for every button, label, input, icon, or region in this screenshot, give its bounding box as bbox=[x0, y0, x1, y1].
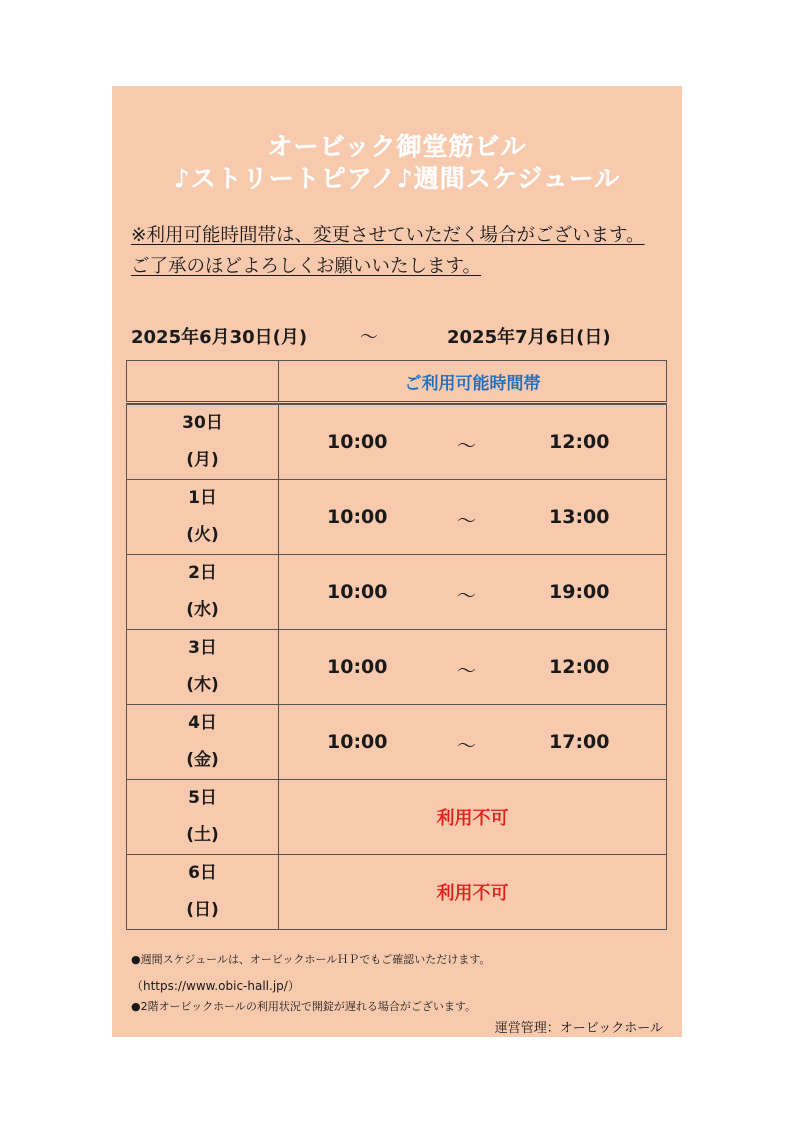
footer-note-url: （https://www.obic-hall.jp/） bbox=[131, 979, 300, 993]
day-cell bbox=[127, 480, 279, 555]
period-end: 2025年7月6日(日) bbox=[447, 327, 611, 348]
footer-management: 運営管理：オービックホール bbox=[494, 1021, 663, 1036]
unavailable-status: 利用不可 bbox=[279, 780, 667, 855]
day-date: 1日 bbox=[188, 488, 217, 508]
table-row bbox=[127, 855, 667, 930]
time-start: 10:00 bbox=[327, 656, 388, 678]
day-weekday: (木) bbox=[186, 675, 219, 695]
day-date: 30日 bbox=[182, 413, 223, 433]
time-separator: ～ bbox=[457, 510, 477, 532]
poster-title-building: オービック御堂筋ビル bbox=[267, 132, 527, 161]
table-header-available-hours: ご利用可能時間帯 bbox=[279, 361, 667, 403]
unavailable-status: 利用不可 bbox=[279, 855, 667, 930]
time-start: 10:00 bbox=[327, 731, 388, 753]
table-row bbox=[127, 630, 667, 705]
day-cell bbox=[127, 780, 279, 855]
day-weekday: (水) bbox=[186, 600, 219, 620]
time-separator: ～ bbox=[457, 585, 477, 607]
period-start: 2025年6月30日(月) bbox=[131, 327, 308, 348]
day-cell bbox=[127, 555, 279, 630]
notice-line-2: ご了承のほどよろしくお願いいたします。 bbox=[131, 256, 482, 277]
time-cell bbox=[279, 480, 667, 555]
time-end: 13:00 bbox=[549, 506, 610, 528]
schedule-table bbox=[126, 360, 667, 930]
day-weekday: (月) bbox=[186, 450, 219, 470]
day-weekday: (火) bbox=[186, 525, 219, 545]
table-row bbox=[127, 555, 667, 630]
day-weekday: (土) bbox=[186, 825, 219, 845]
time-separator: ～ bbox=[457, 735, 477, 757]
table-row bbox=[127, 405, 667, 480]
time-cell bbox=[279, 630, 667, 705]
table-row bbox=[127, 705, 667, 780]
table-row bbox=[127, 480, 667, 555]
footer-note-hp: ●週間スケジュールは、オービックホールＨＰでもご確認いただけます。 bbox=[131, 953, 491, 966]
day-date: 3日 bbox=[188, 638, 217, 658]
day-cell bbox=[127, 630, 279, 705]
time-cell bbox=[279, 705, 667, 780]
time-end: 17:00 bbox=[549, 731, 610, 753]
footer-note-unlock-delay: ●2階オービックホールの利用状況で開錠が遅れる場合がございます。 bbox=[131, 1000, 477, 1013]
time-separator: ～ bbox=[457, 435, 477, 457]
notice-line-1: ※利用可能時間帯は、変更させていただく場合がございます。 bbox=[131, 225, 645, 246]
time-end: 12:00 bbox=[549, 656, 610, 678]
time-end: 19:00 bbox=[549, 581, 610, 603]
table-header-row bbox=[127, 361, 667, 403]
period-separator: ～ bbox=[360, 327, 378, 348]
day-date: 2日 bbox=[188, 563, 217, 583]
day-cell bbox=[127, 855, 279, 930]
day-cell bbox=[127, 705, 279, 780]
time-start: 10:00 bbox=[327, 506, 388, 528]
time-start: 10:00 bbox=[327, 431, 388, 453]
table-header-empty-cell bbox=[127, 361, 279, 403]
day-cell bbox=[127, 405, 279, 480]
time-cell bbox=[279, 405, 667, 480]
poster-title-schedule: ♪ストリートピアノ♪週間スケジュール bbox=[173, 164, 621, 193]
day-date: 4日 bbox=[188, 713, 217, 733]
time-cell bbox=[279, 555, 667, 630]
time-separator: ～ bbox=[457, 660, 477, 682]
day-weekday: (日) bbox=[186, 900, 219, 920]
table-row bbox=[127, 780, 667, 855]
time-end: 12:00 bbox=[549, 431, 610, 453]
day-weekday: (金) bbox=[186, 750, 219, 770]
day-date: 5日 bbox=[188, 788, 217, 808]
time-start: 10:00 bbox=[327, 581, 388, 603]
schedule-poster bbox=[112, 86, 682, 1037]
day-date: 6日 bbox=[188, 863, 217, 883]
